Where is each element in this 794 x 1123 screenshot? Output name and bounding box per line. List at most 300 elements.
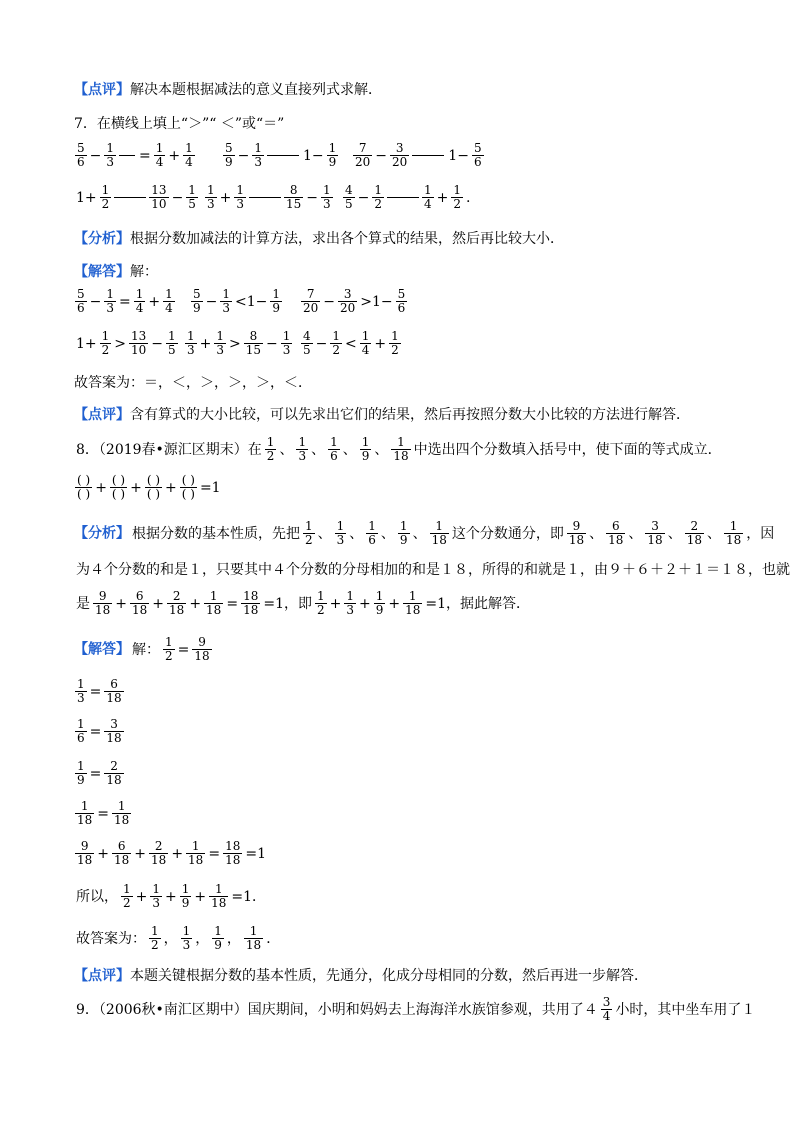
fraction [372, 184, 384, 211]
q8-answer-line-2 [74, 678, 125, 712]
numerator: 1 [214, 924, 222, 938]
math-text: − [205, 293, 218, 310]
fraction [606, 520, 625, 547]
fraction [112, 800, 131, 827]
fraction [167, 590, 186, 617]
numerator: 1 [328, 141, 337, 155]
denominator: 5 [188, 197, 196, 211]
numerator: 1 [374, 183, 383, 197]
q7-answer-heading [74, 262, 158, 282]
q8-analysis-line-1 [74, 520, 776, 554]
numerator: 1 [305, 519, 313, 533]
numerator: 18 [225, 839, 241, 853]
math-text: − [151, 335, 164, 352]
denominator: 3 [106, 155, 115, 169]
fraction [396, 288, 408, 315]
fraction [110, 474, 127, 501]
fraction [204, 590, 223, 617]
denominator: 18 [647, 533, 663, 547]
review-tag: 【点评】 [74, 82, 130, 98]
answer-blank[interactable] [114, 197, 146, 198]
denominator: 18 [114, 813, 130, 827]
denominator: 20 [355, 155, 371, 169]
math-expression [352, 142, 485, 169]
math-text: = [208, 845, 221, 862]
numerator: 1 [182, 924, 191, 938]
numerator: 1 [272, 287, 281, 301]
math-text: + [95, 479, 107, 496]
q8-answer-line-6 [74, 840, 268, 874]
numerator: 1 [236, 183, 245, 197]
denominator: 3 [182, 938, 191, 952]
fraction [104, 760, 123, 787]
math-text: + [135, 888, 148, 905]
fraction [353, 142, 372, 169]
numerator: 4 [345, 183, 353, 197]
numerator: 9 [93, 590, 112, 604]
denominator: 18 [188, 853, 204, 867]
fraction [100, 330, 112, 357]
math-text: ， [195, 930, 210, 947]
fraction [601, 996, 613, 1023]
math-expression [74, 288, 176, 315]
review-line-1 [74, 80, 382, 100]
denominator: 4 [424, 197, 432, 211]
numerator: 9 [192, 636, 211, 650]
numerator: 5 [193, 287, 201, 301]
fraction [303, 520, 315, 547]
numerator: 5 [397, 287, 406, 301]
fraction [75, 474, 92, 501]
denominator: 2 [374, 197, 383, 211]
analysis-tag: 【分析】 [74, 231, 130, 247]
denominator: 9 [214, 938, 222, 952]
math-expression [204, 184, 334, 211]
math-text: 、 [667, 525, 682, 542]
math-text: 、 [317, 525, 332, 542]
denominator: 9 [181, 896, 190, 910]
numerator: 1 [185, 141, 193, 155]
fraction [205, 184, 217, 211]
fraction [145, 474, 162, 501]
numerator: 7 [301, 288, 320, 302]
numerator: 1 [106, 141, 115, 155]
numerator: 9 [75, 840, 94, 854]
math-text: 8．（2019春•源汇区期末）在 [76, 441, 262, 458]
numerator: 5 [225, 141, 233, 155]
fraction [391, 436, 410, 463]
q8-answer-line-4 [74, 760, 125, 794]
numerator: 1 [112, 800, 131, 814]
denominator: 18 [405, 603, 421, 617]
math-text: − [89, 293, 102, 310]
numerator: 6 [606, 520, 625, 534]
answer-blank[interactable] [412, 155, 444, 156]
fraction [93, 590, 112, 617]
math-text: + [359, 595, 371, 612]
denominator: 15 [286, 197, 302, 211]
fraction [163, 288, 175, 315]
fraction [301, 330, 313, 357]
math-text: + [97, 845, 110, 862]
numerator: 2 [104, 760, 123, 774]
review-text: 含有算式的大小比较，可以先求出它们的结果，然后再按照分数大小比较的方法进行解答． [130, 407, 690, 423]
denominator: 2 [151, 938, 159, 952]
denominator: 3 [282, 343, 291, 357]
q8-final-answer [74, 925, 282, 959]
numerator: 1 [216, 329, 225, 343]
numerator: 1 [135, 287, 144, 301]
denominator: 2 [123, 896, 131, 910]
denominator: 2 [316, 603, 325, 617]
denominator: 6 [77, 301, 85, 315]
denominator: ( ) [181, 487, 195, 501]
numerator: 6 [130, 590, 149, 604]
numerator: 5 [77, 141, 85, 155]
math-text: =1 [245, 845, 266, 862]
denominator: 10 [131, 343, 147, 357]
fraction [186, 184, 198, 211]
numerator: 7 [353, 142, 372, 156]
numerator: 1 [323, 183, 331, 197]
denominator: 10 [151, 197, 167, 211]
math-text: = [119, 293, 131, 310]
math-text: 为４个分数的和是１，只要其中４个分数的分母相加的和是１８，所得的和就是１，由９＋６＋２＋１＝１８，也就 [76, 562, 790, 578]
numerator: 6 [112, 840, 131, 854]
numerator: 1 [77, 717, 85, 731]
fraction [234, 184, 246, 211]
numerator: 1 [106, 287, 115, 301]
numerator: 1 [266, 435, 275, 449]
section-tag: 【解答】 [74, 641, 130, 658]
denominator: 3 [298, 449, 307, 463]
numerator: 13 [131, 329, 147, 343]
fraction [374, 590, 386, 617]
numerator: 1 [165, 287, 173, 301]
fraction [75, 840, 94, 867]
math-text: <1− [235, 293, 268, 310]
numerator: 3 [645, 520, 664, 534]
math-text: + [152, 595, 165, 612]
numerator: 2 [685, 520, 704, 534]
math-text: 、 [279, 441, 294, 458]
answer-blank[interactable] [119, 155, 135, 156]
math-text: = [177, 641, 190, 658]
numerator: 1 [207, 183, 215, 197]
denominator: 18 [206, 603, 222, 617]
math-expression [190, 288, 283, 315]
denominator: 18 [106, 731, 122, 745]
math-text: + [219, 189, 232, 206]
denominator: 20 [392, 155, 408, 169]
denominator: 18 [77, 853, 93, 867]
denominator: 6 [77, 731, 85, 745]
denominator: 4 [155, 155, 164, 169]
fraction [335, 520, 347, 547]
math-text: 1+ [76, 189, 97, 206]
math-text: 1− [448, 147, 469, 164]
math-text: < [345, 335, 357, 352]
review-text: 解决本题根据减法的意义直接列式求解． [130, 82, 382, 98]
denominator: ( ) [111, 487, 126, 501]
denominator: 18 [77, 813, 93, 827]
denominator: 4 [602, 1009, 611, 1023]
denominator: 4 [185, 155, 193, 169]
fraction [223, 840, 242, 867]
fraction [181, 925, 193, 952]
numerator: ( ) [77, 473, 91, 487]
denominator: 2 [305, 533, 313, 547]
math-text: + [130, 479, 142, 496]
math-text: 解： [132, 641, 160, 658]
fraction [724, 520, 743, 547]
fraction [163, 636, 175, 663]
numerator: 1 [391, 436, 410, 450]
math-text: + [329, 595, 342, 612]
denominator: 18 [225, 853, 241, 867]
fraction [75, 142, 87, 169]
denominator: 18 [106, 691, 122, 705]
math-text: ， [226, 930, 241, 947]
question-8-title [74, 436, 724, 470]
math-text: 中选出四个分数填入括号中，使下面的等式成立． [413, 441, 722, 458]
math-text: 所以， [76, 888, 118, 905]
fraction [472, 142, 484, 169]
fraction [191, 288, 203, 315]
denominator: 4 [135, 301, 144, 315]
numerator: 1 [244, 925, 263, 939]
denominator: 18 [169, 603, 185, 617]
numerator: 1 [403, 590, 422, 604]
numerator: 8 [284, 184, 303, 198]
numerator: 3 [602, 995, 611, 1009]
math-text: + [374, 335, 387, 352]
denominator: ( ) [146, 487, 161, 501]
answer-lead: 解： [130, 264, 158, 280]
denominator: 9 [193, 301, 201, 315]
fraction [214, 330, 226, 357]
denominator: 2 [332, 343, 341, 357]
numerator: 1 [155, 141, 164, 155]
math-text: =1 [199, 479, 221, 496]
denominator: 6 [368, 533, 376, 547]
fraction [265, 436, 277, 463]
math-text: = [226, 595, 239, 612]
denominator: 18 [393, 449, 409, 463]
numerator: 1 [724, 520, 743, 534]
denominator: 2 [101, 197, 110, 211]
numerator: 2 [149, 840, 168, 854]
denominator: 18 [151, 853, 167, 867]
fraction [241, 590, 260, 617]
fraction [186, 840, 205, 867]
denominator: 18 [95, 603, 111, 617]
fraction [360, 436, 372, 463]
math-text: = [139, 147, 151, 164]
fraction [315, 590, 327, 617]
fraction [422, 184, 434, 211]
denominator: 18 [106, 773, 122, 787]
math-text: = [89, 765, 102, 782]
denominator: 18 [725, 533, 742, 547]
fraction [75, 718, 87, 745]
question-9-title [74, 996, 757, 1030]
math-text: − [171, 189, 184, 206]
denominator: ( ) [77, 487, 91, 501]
denominator: 3 [222, 301, 231, 315]
math-text: 9．（2006秋•南汇区期中）国庆期间，小明和妈妈去上海海洋水族馆参观，共用了４ [76, 1001, 598, 1018]
numerator: 1 [75, 800, 94, 814]
math-text: > [114, 335, 127, 352]
numerator: 1 [254, 141, 263, 155]
math-text: 这个分数通分，即 [451, 525, 564, 542]
math-text: + [115, 595, 128, 612]
numerator: 5 [473, 141, 482, 155]
q8-answer-line-1 [74, 636, 213, 670]
denominator: 5 [303, 343, 311, 357]
fraction [104, 288, 116, 315]
q8-blank-equation [74, 474, 223, 510]
math-expression [74, 184, 199, 211]
denominator: 3 [323, 197, 331, 211]
math-text: + [388, 595, 401, 612]
numerator: 1 [316, 589, 325, 603]
numerator: 1 [168, 329, 176, 343]
numerator: ( ) [146, 473, 161, 487]
q7-review [74, 405, 690, 425]
math-text: − [357, 189, 370, 206]
math-text: + [189, 595, 202, 612]
math-text: = [89, 723, 102, 740]
review-tag: 【点评】 [74, 407, 130, 423]
math-text: 、 [628, 525, 643, 542]
numerator: 4 [303, 329, 311, 343]
numerator: 3 [390, 142, 409, 156]
fraction [296, 436, 308, 463]
fraction [75, 678, 87, 705]
q7-analysis [74, 229, 564, 249]
denominator: 18 [211, 896, 227, 910]
math-expression [74, 142, 196, 169]
math-expression [184, 330, 293, 357]
fraction [166, 330, 178, 357]
denominator: 15 [245, 343, 262, 357]
fraction [301, 288, 320, 315]
denominator: 5 [345, 197, 353, 211]
fraction [149, 184, 168, 211]
math-text: + [199, 335, 212, 352]
denominator: 6 [397, 301, 406, 315]
fraction [330, 330, 342, 357]
fraction [183, 142, 195, 169]
math-text: 、 [589, 525, 604, 542]
denominator: 2 [266, 449, 275, 463]
denominator: 3 [207, 197, 215, 211]
numerator: 5 [77, 287, 85, 301]
fraction [244, 330, 263, 357]
math-expression [222, 142, 339, 169]
numerator: 6 [104, 678, 123, 692]
fraction [390, 142, 409, 169]
numerator: 8 [244, 330, 263, 344]
fraction [134, 288, 146, 315]
fraction [149, 925, 161, 952]
q8-answer-line-3 [74, 718, 125, 752]
numerator: 1 [204, 590, 223, 604]
numerator: 1 [453, 183, 462, 197]
numerator: 1 [101, 329, 110, 343]
question-7-title: 7．在横线上填上“＞”“ ＜”或“＝” [74, 116, 285, 132]
fraction [220, 288, 232, 315]
fraction [430, 520, 449, 547]
denominator: 9 [399, 533, 408, 547]
math-text: 、 [311, 441, 326, 458]
denominator: 3 [106, 301, 115, 315]
fraction [192, 636, 211, 663]
numerator: 1 [186, 840, 205, 854]
numerator: 1 [368, 519, 376, 533]
q8-analysis-line-2 [74, 560, 792, 580]
fraction [403, 590, 422, 617]
numerator: 1 [222, 287, 231, 301]
denominator: 18 [114, 853, 130, 867]
denominator: 18 [245, 938, 262, 952]
q8-analysis-line-3 [74, 590, 532, 624]
numerator: 1 [77, 759, 85, 773]
numerator: 9 [567, 520, 586, 534]
fraction [328, 436, 340, 463]
fraction [327, 142, 339, 169]
fraction [344, 590, 356, 617]
section-tag: 【分析】 [74, 525, 130, 542]
fraction [209, 883, 228, 910]
denominator: 18 [132, 603, 148, 617]
math-text: . [466, 189, 471, 206]
fraction [130, 590, 149, 617]
math-text: =1． [231, 888, 267, 905]
denominator: 18 [568, 533, 585, 547]
denominator: 2 [165, 649, 173, 663]
numerator: 1 [391, 329, 399, 343]
numerator: 1 [399, 519, 408, 533]
answer-blank[interactable] [387, 197, 419, 198]
math-text: ，因 [746, 525, 775, 542]
numerator: 1 [330, 435, 338, 449]
numerator: 1 [375, 589, 384, 603]
answer-blank[interactable] [267, 155, 299, 156]
fraction [75, 288, 87, 315]
denominator: 2 [391, 343, 399, 357]
fraction [104, 142, 116, 169]
numerator: 1 [151, 924, 159, 938]
denominator: 18 [608, 533, 624, 547]
denominator: 18 [686, 533, 702, 547]
denominator: 20 [340, 301, 356, 315]
fraction [252, 142, 264, 169]
denominator: 6 [473, 155, 482, 169]
denominator: 18 [194, 649, 210, 663]
denominator: 4 [361, 343, 370, 357]
fraction [185, 330, 197, 357]
denominator: 3 [236, 197, 245, 211]
numerator: 1 [361, 435, 370, 449]
math-text: 小时，其中坐车用了１ [615, 1001, 756, 1018]
fraction [149, 840, 168, 867]
math-text: > [229, 335, 241, 352]
answer-blank[interactable] [249, 197, 281, 198]
q8-review [74, 966, 648, 986]
numerator: 1 [181, 882, 190, 896]
